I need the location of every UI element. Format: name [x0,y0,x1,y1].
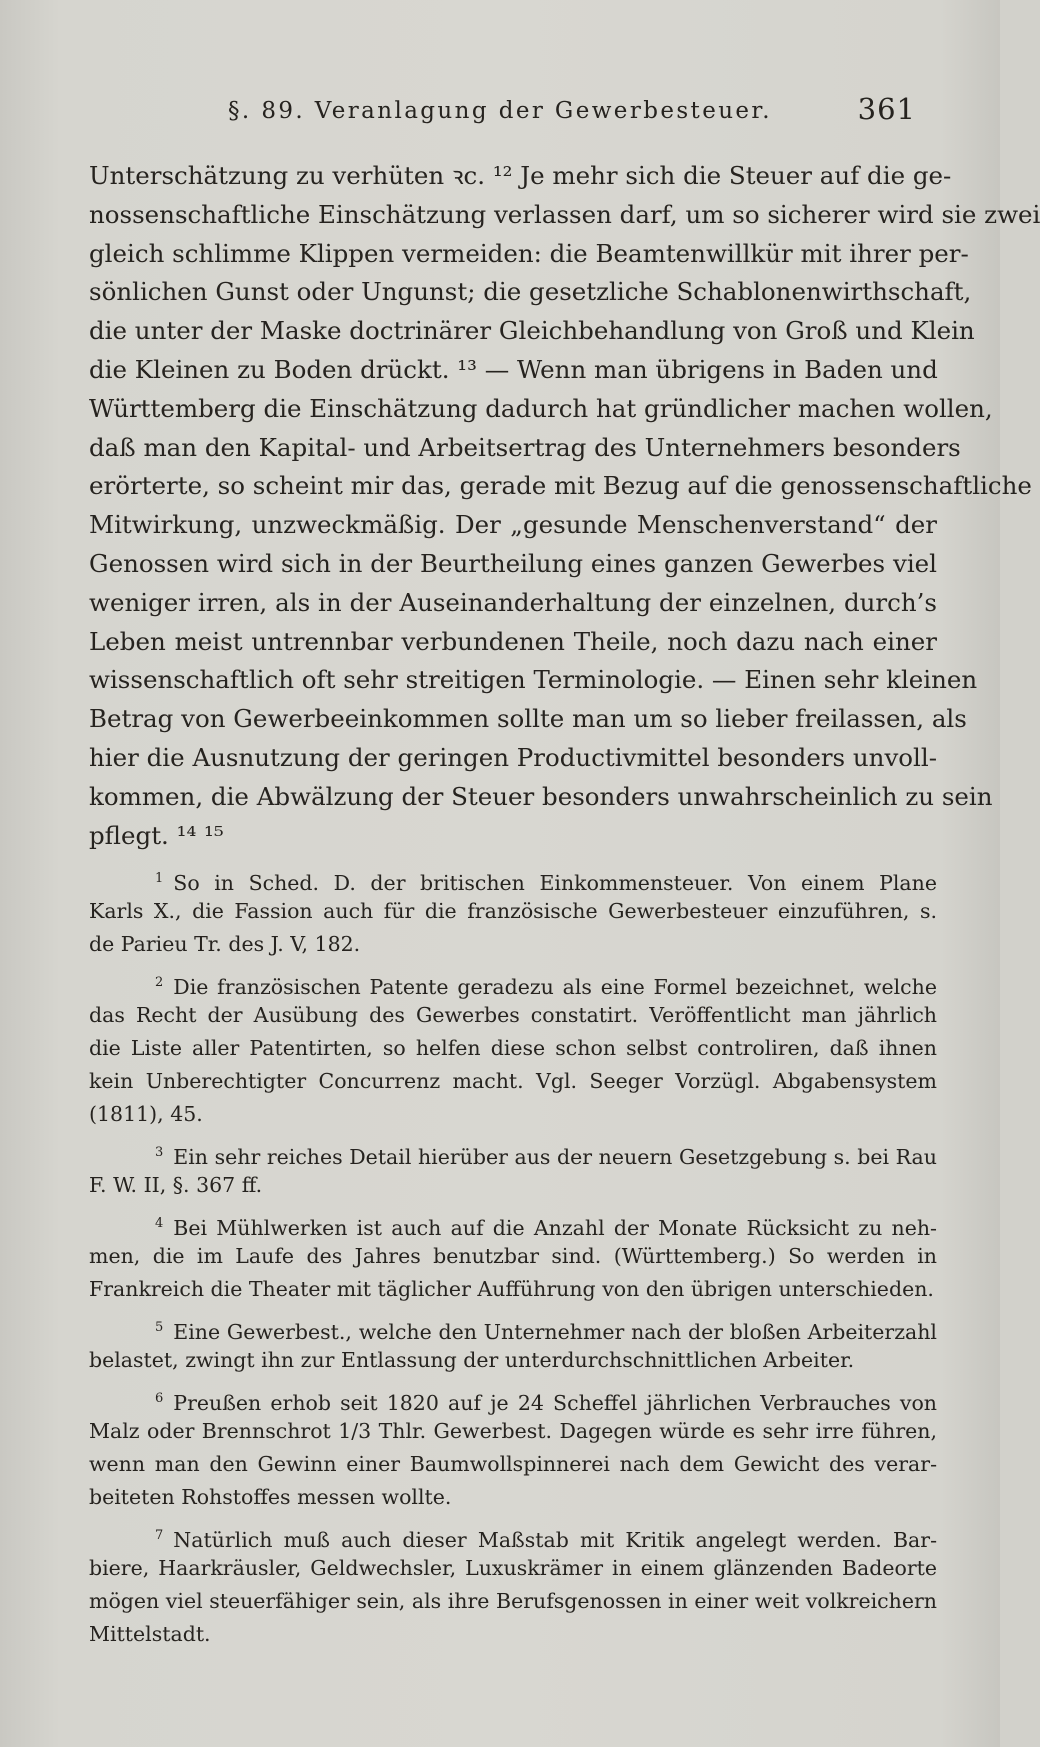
body-line: Mitwirkung, unzweckmäßig. Der „gesunde Menschenverstand“ der [89,510,937,540]
footnotes [89,862,937,1656]
body-line: Unterschätzung zu verhüten ꝛc. ¹² Je mehr sich die Steuer auf die ge- [89,161,952,190]
footnote-line: Malz oder Brennschrot 1/3 Thlr. Gewerbest. Dagegen würde es sehr irre führen, [89,1419,937,1443]
body-line: daß man den Kapital- und Arbeitsertrag des Unternehmers besonders [89,432,961,462]
footnote-line: das Recht der Ausübung des Gewerbes constatirt. Veröffentlicht man jährlich [89,1003,937,1027]
body-line: sönlichen Gunst oder Ungunst; die gesetzliche Schablonenwirthschaft, [89,277,972,307]
body-line: erörterte, so scheint mir das, gerade mit Bezug auf die genossenschaftliche [89,471,1032,501]
footnote-6 [89,1382,937,1514]
footnote-mark: 4 [155,1216,164,1231]
footnote-line: die Liste aller Patentirten, so helfen diese schon selbst controliren, daß ihnen [89,1036,937,1060]
body-line: nossenschaftliche Einschätzung verlassen darf, um so sicherer wird sie zwei [89,199,1040,229]
footnote-line: mögen viel steuerfähiger sein, als ihre Berufsgenossen in einer weit volkreichern [89,1589,937,1613]
footnote-line: biere, Haarkräusler, Geldwechsler, Luxuskrämer in einem glänzenden Badeorte [89,1556,937,1580]
footnote-1 [89,862,937,961]
body-line: kommen, die Abwälzung der Steuer besonders unwahrscheinlich zu sein [89,781,993,811]
footnote-5 [89,1311,937,1377]
footnote-line [89,1136,937,1169]
footnote-line [89,1311,937,1344]
footnote-line: belastet, zwingt ihn zur Entlassung der unterdurchschnittlichen Arbeiter. [89,1348,855,1372]
footnote-text: So in Sched. D. der britischen Einkommensteuer. Von einem Plane [173,870,937,895]
body-line: hier die Ausnutzung der geringen Productivmittel besonders unvoll- [89,742,937,772]
page-number: 361 [857,92,916,126]
footnote-line: de Parieu Tr. des J. V, 182. [89,932,361,956]
footnote-text: Natürlich muß auch dieser Maßstab mit Kritik angelegt werden. Bar- [173,1527,937,1552]
footnote-line [89,862,937,895]
footnote-4 [89,1207,937,1306]
footnote-line: Mittelstadt. [89,1622,211,1646]
footnote-text: Preußen erhob seit 1820 auf je 24 Scheffel jährlichen Verbrauches von [173,1390,937,1415]
body-line: gleich schlimme Klippen vermeiden: die Beamtenwillkür mit ihrer per- [89,238,969,268]
running-header [228,92,918,132]
section-title: §. 89. Veranlagung der Gewerbesteuer. [228,98,773,124]
footnote-text: Bei Mühlwerken ist auch auf die Anzahl der Monate Rücksicht zu neh- [173,1215,937,1240]
footnote-line [89,966,937,999]
footnote-line [89,1207,937,1240]
footnote-line: Karls X., die Fassion auch für die französische Gewerbesteuer einzuführen, s. [89,899,937,923]
footnote-mark: 2 [155,975,164,990]
body-line: Betrag von Gewerbeeinkommen sollte man um so lieber freilassen, als [89,704,967,734]
footnote-mark: 6 [155,1391,164,1406]
footnote-line: men, die im Laufe des Jahres benutzbar sind. (Württemberg.) So werden in [89,1244,937,1268]
footnote-line: wenn man den Gewinn einer Baumwollspinnerei nach dem Gewicht des verar- [89,1452,937,1476]
footnote-3 [89,1136,937,1202]
body-line: Leben meist untrennbar verbundenen Theile, noch dazu nach einer [89,626,937,656]
body-line: die Kleinen zu Boden drückt. ¹³ — Wenn man übrigens in Baden und [89,354,938,384]
footnote-mark: 7 [155,1528,164,1543]
footnote-text: Ein sehr reiches Detail hierüber aus der neuern Gesetzgebung s. bei Rau [173,1144,937,1169]
footnote-text: Eine Gewerbest., welche den Unternehmer nach der bloßen Arbeiterzahl [173,1319,937,1344]
footnote-line: F. W. II, §. 367 ff. [89,1173,263,1197]
footnote-line: kein Unberechtigter Concurrenz macht. Vgl. Seeger Vorzügl. Abgabensystem [89,1069,937,1093]
body-line: wissenschaftlich oft sehr streitigen Terminologie. — Einen sehr kleinen [89,665,978,695]
footnote-line: (1811), 45. [89,1102,203,1126]
body-text [89,157,1040,855]
footnote-mark: 5 [155,1320,164,1335]
footnote-7 [89,1519,937,1651]
body-line: pflegt. ¹⁴ ¹⁵ [89,820,224,850]
body-line: Genossen wird sich in der Beurtheilung eines ganzen Gewerbes viel [89,548,937,578]
footnote-line: Frankreich die Theater mit täglicher Aufführung von den übrigen unterschieden. [89,1277,934,1301]
footnote-text: Die französischen Patente geradezu als eine Formel bezeichnet, welche [173,974,937,999]
footnote-mark: 3 [155,1145,164,1160]
footnote-2 [89,966,937,1131]
body-line: Württemberg die Einschätzung dadurch hat gründlicher machen wollen, [89,393,993,423]
footnote-mark: 1 [155,871,164,886]
footnote-line: beiteten Rohstoffes messen wollte. [89,1485,452,1509]
footnote-line [89,1519,937,1552]
footnote-line [89,1382,937,1415]
body-line: weniger irren, als in der Auseinanderhaltung der einzelnen, durch’s [89,587,937,617]
body-line: die unter der Maske doctrinärer Gleichbehandlung von Groß und Klein [89,316,975,346]
